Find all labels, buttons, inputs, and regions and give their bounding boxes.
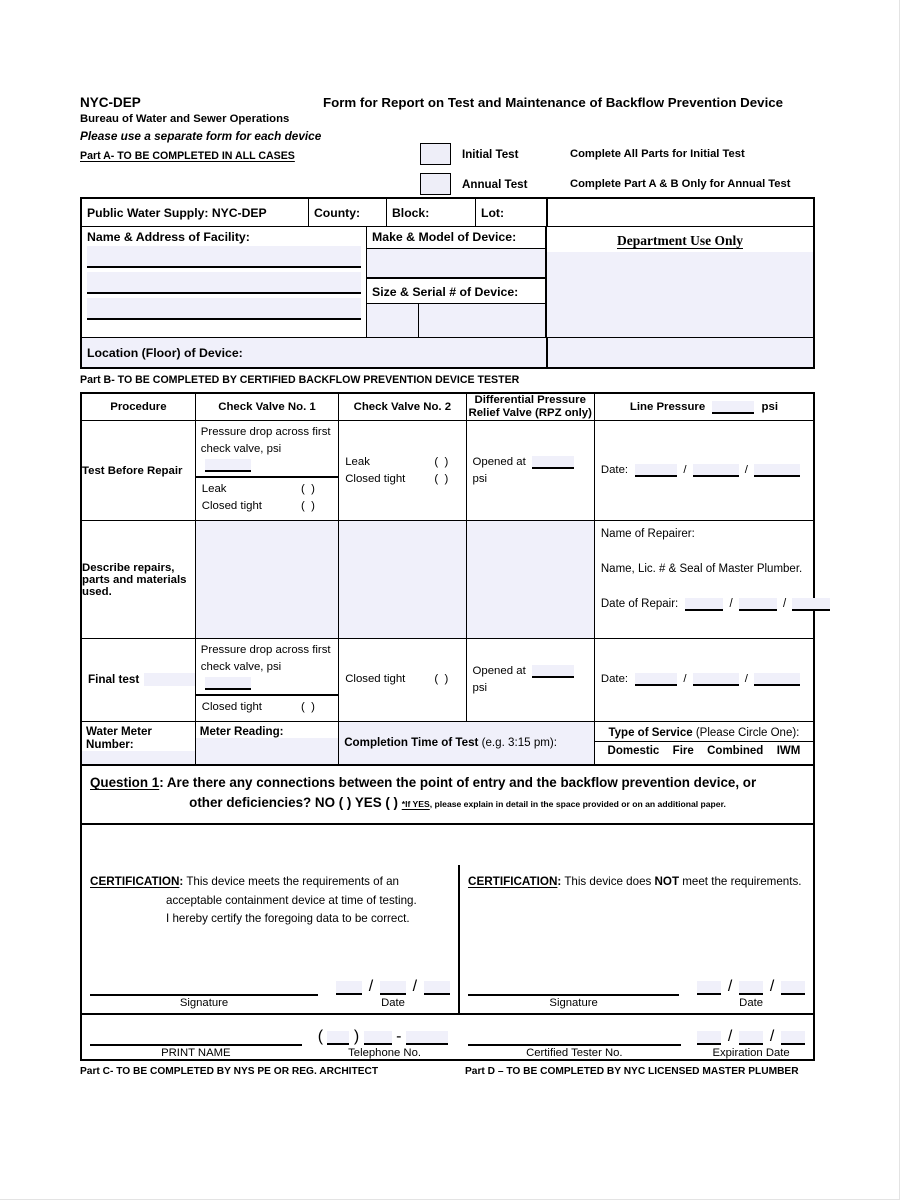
repair-date-slash-2: / bbox=[782, 598, 787, 611]
tbr-rpz-unit: psi bbox=[472, 472, 488, 485]
final-date-slash-1: / bbox=[683, 673, 687, 686]
tbr-cv2-options bbox=[339, 449, 465, 493]
tbr-cv1-leak-row[interactable] bbox=[202, 481, 332, 498]
tbr-date-group bbox=[595, 457, 813, 484]
question-1-footnote-text: , please explain in detail in the space provided or on an additional paper. bbox=[429, 799, 726, 810]
question-1-line-1 bbox=[90, 773, 805, 793]
telephone-paren-open: ( bbox=[317, 1028, 324, 1046]
tbr-cv2-closed-checkbox[interactable]: ( ) bbox=[434, 472, 449, 485]
final-cv1-pressure-group bbox=[196, 639, 338, 696]
print-name-caption: PRINT NAME bbox=[161, 1047, 231, 1060]
part-b-table bbox=[80, 392, 815, 766]
expiration-date-caption: Expiration Date bbox=[712, 1047, 790, 1060]
annual-test-label: Annual Test bbox=[462, 177, 528, 191]
tbr-cv1-pressure-input[interactable] bbox=[205, 459, 251, 472]
row-test-before-repair bbox=[81, 421, 814, 521]
completion-time-group bbox=[339, 733, 594, 754]
type-of-service-header bbox=[595, 725, 813, 742]
telephone-group bbox=[310, 1015, 460, 1059]
cert-accept-date-day[interactable] bbox=[380, 981, 406, 995]
tbr-rpz-opened bbox=[467, 449, 594, 493]
tbr-cv1-leak-checkbox[interactable]: ( ) bbox=[301, 482, 315, 495]
final-test-label: Final test bbox=[88, 673, 140, 687]
cert-reject-date-caption: Date bbox=[739, 997, 764, 1010]
service-option-combined[interactable]: Combined bbox=[707, 745, 764, 758]
make-model-label: Make & Model of Device: bbox=[367, 227, 545, 249]
final-rpz-label: Opened at bbox=[472, 664, 526, 677]
telephone-paren-close: ) bbox=[353, 1028, 360, 1046]
size-serial-fields bbox=[367, 304, 545, 337]
tbr-check-valve-2-cell bbox=[339, 421, 466, 521]
telephone-prefix[interactable] bbox=[364, 1031, 392, 1045]
cert-reject-slash-1: / bbox=[727, 978, 733, 996]
final-cv1-closed-label: Closed tight bbox=[201, 700, 262, 713]
public-water-supply-cell: Public Water Supply: NYC-DEP bbox=[82, 199, 309, 226]
form-header bbox=[80, 95, 815, 197]
service-options-row bbox=[595, 742, 813, 760]
expiration-month[interactable] bbox=[697, 1031, 721, 1045]
tbr-cv2-closed-row[interactable] bbox=[345, 471, 459, 488]
meter-reading-cell[interactable] bbox=[195, 721, 338, 765]
final-cv1-closed-checkbox[interactable]: ( ) bbox=[301, 700, 315, 713]
cert-reject-text-post: meet the requirements. bbox=[679, 875, 802, 889]
department-use-only-box[interactable] bbox=[547, 227, 813, 337]
repairer-cell bbox=[594, 521, 814, 639]
facility-device-row bbox=[82, 227, 813, 337]
certified-tester-group bbox=[460, 1015, 690, 1059]
supply-row bbox=[82, 199, 813, 227]
row-meter-service bbox=[81, 721, 814, 765]
facility-column bbox=[82, 227, 367, 337]
question-1-answer-options[interactable]: other deficiencies? NO ( ) YES ( ) bbox=[189, 795, 398, 811]
line-pressure-unit: psi bbox=[761, 400, 779, 413]
service-option-fire[interactable]: Fire bbox=[672, 745, 694, 758]
cert-reject-date-day[interactable] bbox=[739, 981, 763, 995]
certified-tester-caption: Certified Tester No. bbox=[526, 1047, 623, 1060]
final-date-label: Date: bbox=[600, 673, 629, 686]
line-pressure-label: Line Pressure bbox=[629, 400, 706, 413]
form-sheet bbox=[80, 95, 815, 1077]
cert-accept-line-1 bbox=[90, 873, 450, 891]
row-describe-repairs bbox=[81, 521, 814, 639]
lot-cell[interactable]: Lot: bbox=[476, 199, 548, 226]
expiration-date-fields bbox=[697, 1028, 805, 1046]
tbr-rpz-cell bbox=[466, 421, 594, 521]
explanation-space[interactable] bbox=[80, 825, 815, 865]
facility-label: Name & Address of Facility: bbox=[87, 230, 250, 244]
final-rpz-unit: psi bbox=[472, 681, 488, 694]
completion-time-label: Completion Time of Test bbox=[344, 735, 479, 749]
print-name-group bbox=[82, 1015, 310, 1059]
tbr-cv1-options bbox=[196, 478, 338, 520]
question-1-line-2 bbox=[90, 793, 805, 813]
col-check-valve-2: Check Valve No. 2 bbox=[339, 393, 466, 421]
telephone-area-code[interactable] bbox=[327, 1031, 349, 1045]
cert-accept-date-year[interactable] bbox=[424, 981, 450, 995]
expiration-day[interactable] bbox=[739, 1031, 763, 1045]
repair-date-day[interactable] bbox=[739, 598, 777, 611]
tbr-check-valve-1-cell bbox=[195, 421, 338, 521]
cert-accept-slash-1: / bbox=[368, 978, 374, 996]
cert-accept-colon: : bbox=[179, 875, 184, 889]
tbr-date-slash-2: / bbox=[744, 464, 748, 477]
cert-accept-slash-2: / bbox=[412, 978, 418, 996]
part-a-label: Part A- TO BE COMPLETED IN ALL CASES bbox=[80, 150, 295, 162]
cert-accept-heading-text: CERTIFICATION bbox=[90, 875, 180, 889]
part-a-table bbox=[80, 197, 815, 369]
final-cv1-pressure-label: Pressure drop across first check valve, psi bbox=[200, 644, 331, 673]
date-of-repair-label: Date of Repair: bbox=[600, 598, 679, 611]
facility-line-1[interactable] bbox=[87, 246, 361, 268]
certification-accept-block bbox=[82, 865, 460, 1013]
cert-accept-signature-caption: Signature bbox=[179, 997, 229, 1010]
cert-reject-date-group bbox=[697, 978, 805, 1009]
tbr-cv2-leak-checkbox[interactable]: ( ) bbox=[434, 455, 449, 468]
meter-reading-label: Meter Reading: bbox=[196, 722, 338, 738]
final-test-label-row bbox=[82, 673, 195, 686]
tbr-cv2-leak-label: Leak bbox=[345, 455, 370, 468]
size-serial-label: Size & Serial # of Device: bbox=[367, 279, 545, 304]
county-cell[interactable]: County: bbox=[309, 199, 387, 226]
cert-reject-signature-caption: Signature bbox=[549, 997, 598, 1010]
final-date-day[interactable] bbox=[693, 673, 739, 686]
expiration-date-group bbox=[689, 1015, 813, 1059]
block-cell[interactable]: Block: bbox=[387, 199, 476, 226]
tbr-rpz-label: Opened at bbox=[472, 455, 526, 468]
col-procedure: Procedure bbox=[81, 393, 195, 421]
part-b-label: Part B- TO BE COMPLETED BY CERTIFIED BACKFLOW PREVENTION DEVICE TESTER bbox=[80, 374, 520, 386]
question-1-label: Question 1 bbox=[90, 775, 160, 791]
cert-reject-colon: : bbox=[557, 875, 562, 889]
final-cv2-closed-row[interactable] bbox=[339, 666, 465, 693]
repairer-group bbox=[595, 521, 813, 611]
cert-accept-signature-row bbox=[90, 978, 450, 1009]
initial-test-note: Complete All Parts for Initial Test bbox=[570, 148, 745, 160]
tbr-date-month[interactable] bbox=[635, 464, 677, 477]
facility-line-3[interactable] bbox=[87, 298, 361, 320]
cert-reject-signature-group bbox=[468, 980, 679, 1009]
signature-details-row bbox=[80, 1015, 815, 1061]
annual-test-row[interactable] bbox=[420, 173, 528, 195]
annual-test-checkbox[interactable] bbox=[420, 173, 451, 195]
final-cv1-cell bbox=[195, 639, 338, 722]
completion-time-cell[interactable] bbox=[339, 721, 595, 765]
certified-tester-line[interactable] bbox=[468, 1030, 682, 1046]
cert-reject-slash-2: / bbox=[769, 978, 775, 996]
final-cv1-closed-row[interactable] bbox=[196, 696, 338, 721]
water-meter-number-cell[interactable] bbox=[81, 721, 195, 765]
make-model-field[interactable] bbox=[367, 249, 545, 279]
tbr-date-cell bbox=[594, 421, 814, 521]
cert-reject-date-fields bbox=[697, 978, 805, 996]
tbr-rpz-input[interactable] bbox=[532, 456, 574, 469]
location-cell[interactable] bbox=[82, 338, 548, 367]
final-date-group bbox=[595, 666, 813, 693]
part-b-header-row bbox=[81, 393, 814, 421]
col-differential-pressure: Differential Pressure Relief Valve (RPZ only) bbox=[466, 393, 594, 421]
cert-accept-signature-line[interactable] bbox=[90, 980, 318, 996]
annual-test-note: Complete Part A & B Only for Annual Test bbox=[570, 178, 791, 190]
final-date-year[interactable] bbox=[754, 673, 800, 686]
tbr-date-slash-1: / bbox=[683, 464, 687, 477]
service-option-domestic[interactable]: Domestic bbox=[607, 745, 660, 758]
line-pressure-input[interactable] bbox=[712, 401, 754, 414]
final-test-fill[interactable] bbox=[144, 673, 195, 686]
tbr-cv1-pressure-label: Pressure drop across first check valve, psi bbox=[200, 426, 331, 455]
cert-accept-date-fields bbox=[336, 978, 450, 996]
department-use-only-title: Department Use Only bbox=[547, 227, 813, 252]
telephone-caption: Telephone No. bbox=[348, 1047, 422, 1060]
location-row bbox=[82, 337, 813, 367]
date-of-repair-group bbox=[601, 598, 807, 611]
size-field[interactable] bbox=[367, 304, 419, 337]
tbr-cv1-closed-label: Closed tight bbox=[201, 499, 262, 512]
initial-test-row[interactable] bbox=[420, 143, 518, 165]
cert-reject-line-1 bbox=[468, 873, 805, 891]
certification-reject-block bbox=[460, 865, 813, 1013]
part-d-label: Part D – TO BE COMPLETED BY NYC LICENSED MASTER PLUMBER bbox=[465, 1066, 799, 1078]
cert-accept-date-group bbox=[336, 978, 450, 1009]
tbr-cv2-closed-label: Closed tight bbox=[345, 472, 406, 485]
initial-test-label: Initial Test bbox=[462, 147, 519, 161]
facility-line-2[interactable] bbox=[87, 272, 361, 294]
type-of-service-cell bbox=[594, 721, 814, 765]
expiration-slash-2: / bbox=[769, 1028, 775, 1046]
final-date-cell bbox=[594, 639, 814, 722]
initial-test-checkbox[interactable] bbox=[420, 143, 451, 165]
final-rpz-input[interactable] bbox=[532, 665, 574, 678]
form-footer bbox=[80, 1066, 815, 1077]
tbr-cv1-leak-label: Leak bbox=[201, 482, 227, 495]
cert-accept-line-2: acceptable containment device at time of testing. bbox=[166, 893, 417, 907]
final-rpz-cell bbox=[466, 639, 594, 722]
dept-header-spacer bbox=[548, 199, 813, 226]
final-date-month[interactable] bbox=[635, 673, 677, 686]
test-before-repair-label: Test Before Repair bbox=[81, 421, 195, 521]
cert-accept-date-caption: Date bbox=[381, 997, 405, 1010]
instruction-note: Please use a separate form for each device bbox=[80, 129, 322, 143]
col-check-valve-1: Check Valve No. 1 bbox=[195, 393, 338, 421]
type-of-service-label: Type of Service bbox=[608, 727, 693, 740]
service-option-iwm[interactable]: IWM bbox=[776, 745, 801, 758]
cert-accept-date-month[interactable] bbox=[336, 981, 362, 995]
tbr-cv2-leak-row[interactable] bbox=[345, 454, 459, 471]
tbr-date-year[interactable] bbox=[754, 464, 800, 477]
tbr-cv1-closed-checkbox[interactable]: ( ) bbox=[301, 499, 315, 512]
tbr-date-day[interactable] bbox=[693, 464, 739, 477]
tbr-cv1-closed-row[interactable] bbox=[202, 498, 332, 515]
cert-reject-signature-row bbox=[468, 978, 805, 1009]
cert-reject-date-year[interactable] bbox=[781, 981, 805, 995]
tbr-cv1-pressure-group bbox=[196, 421, 338, 478]
repair-date-month[interactable] bbox=[685, 598, 723, 611]
final-cv2-cell bbox=[339, 639, 466, 722]
question-1-text: : Are there any connections between the point of entry and the backflow prevention device, or bbox=[159, 775, 757, 791]
telephone-number[interactable] bbox=[406, 1031, 448, 1045]
cert-accept-text-1: This device meets the requirements of an bbox=[186, 875, 399, 889]
dept-use-continuation[interactable] bbox=[548, 338, 813, 367]
final-date-slash-2: / bbox=[744, 673, 748, 686]
serial-field[interactable] bbox=[419, 304, 545, 337]
final-test-cell bbox=[81, 639, 195, 722]
type-of-service-note: (Please Circle One): bbox=[695, 727, 800, 740]
final-cv2-closed-label: Closed tight bbox=[345, 673, 406, 686]
certification-row bbox=[80, 865, 815, 1015]
bureau-name: Bureau of Water and Sewer Operations bbox=[80, 113, 290, 125]
repair-date-slash-1: / bbox=[729, 598, 733, 611]
expiration-slash-1: / bbox=[727, 1028, 733, 1046]
describe-repairs-cv2-field[interactable] bbox=[339, 521, 466, 639]
final-cv2-closed-checkbox[interactable]: ( ) bbox=[434, 673, 449, 686]
form-title: Form for Report on Test and Maintenance of Backflow Prevention Device bbox=[323, 95, 784, 110]
agency-name: NYC-DEP bbox=[80, 95, 141, 110]
tbr-date-label: Date: bbox=[600, 464, 629, 477]
row-final-test bbox=[81, 639, 814, 722]
print-name-line[interactable] bbox=[90, 1030, 302, 1046]
cert-reject-signature-line[interactable] bbox=[468, 980, 679, 996]
cert-accept-line-3: I hereby certify the foregoing data to be correct. bbox=[166, 911, 410, 925]
repair-date-year[interactable] bbox=[792, 598, 830, 611]
master-plumber-label: Name, Lic. # & Seal of Master Plumber. bbox=[600, 563, 803, 576]
describe-repairs-label: Describe repairs, parts and materials used. bbox=[81, 521, 195, 639]
cert-reject-heading-text: CERTIFICATION bbox=[468, 875, 558, 889]
cert-reject-date-month[interactable] bbox=[697, 981, 721, 995]
telephone-fields bbox=[318, 1028, 452, 1046]
describe-repairs-cv1-field[interactable] bbox=[195, 521, 338, 639]
telephone-dash: - bbox=[396, 1028, 402, 1046]
final-cv1-pressure-input[interactable] bbox=[205, 677, 251, 690]
cert-accept-signature-group bbox=[90, 980, 318, 1009]
cert-reject-text-pre: This device does bbox=[564, 875, 655, 889]
final-rpz-opened bbox=[467, 658, 594, 702]
cert-reject-heading bbox=[468, 875, 561, 888]
device-column bbox=[367, 227, 547, 337]
question-1-footnote bbox=[402, 799, 726, 809]
question-1-footnote-bold: *If YES bbox=[401, 799, 430, 810]
cert-accept-heading bbox=[90, 875, 183, 888]
describe-repairs-rpz-field[interactable] bbox=[466, 521, 594, 639]
expiration-year[interactable] bbox=[781, 1031, 805, 1045]
name-of-repairer-label: Name of Repairer: bbox=[600, 528, 695, 541]
question-1-box bbox=[80, 766, 815, 825]
col-line-pressure bbox=[594, 393, 814, 421]
cert-reject-text-not: NOT bbox=[654, 875, 680, 889]
location-label: Location (Floor) of Device: bbox=[87, 345, 243, 360]
completion-time-example: (e.g. 3:15 pm): bbox=[481, 735, 558, 749]
part-c-label: Part C- TO BE COMPLETED BY NYS PE OR REG. ARCHITECT bbox=[80, 1066, 379, 1078]
water-meter-number-label: Water Meter Number: bbox=[82, 722, 195, 751]
